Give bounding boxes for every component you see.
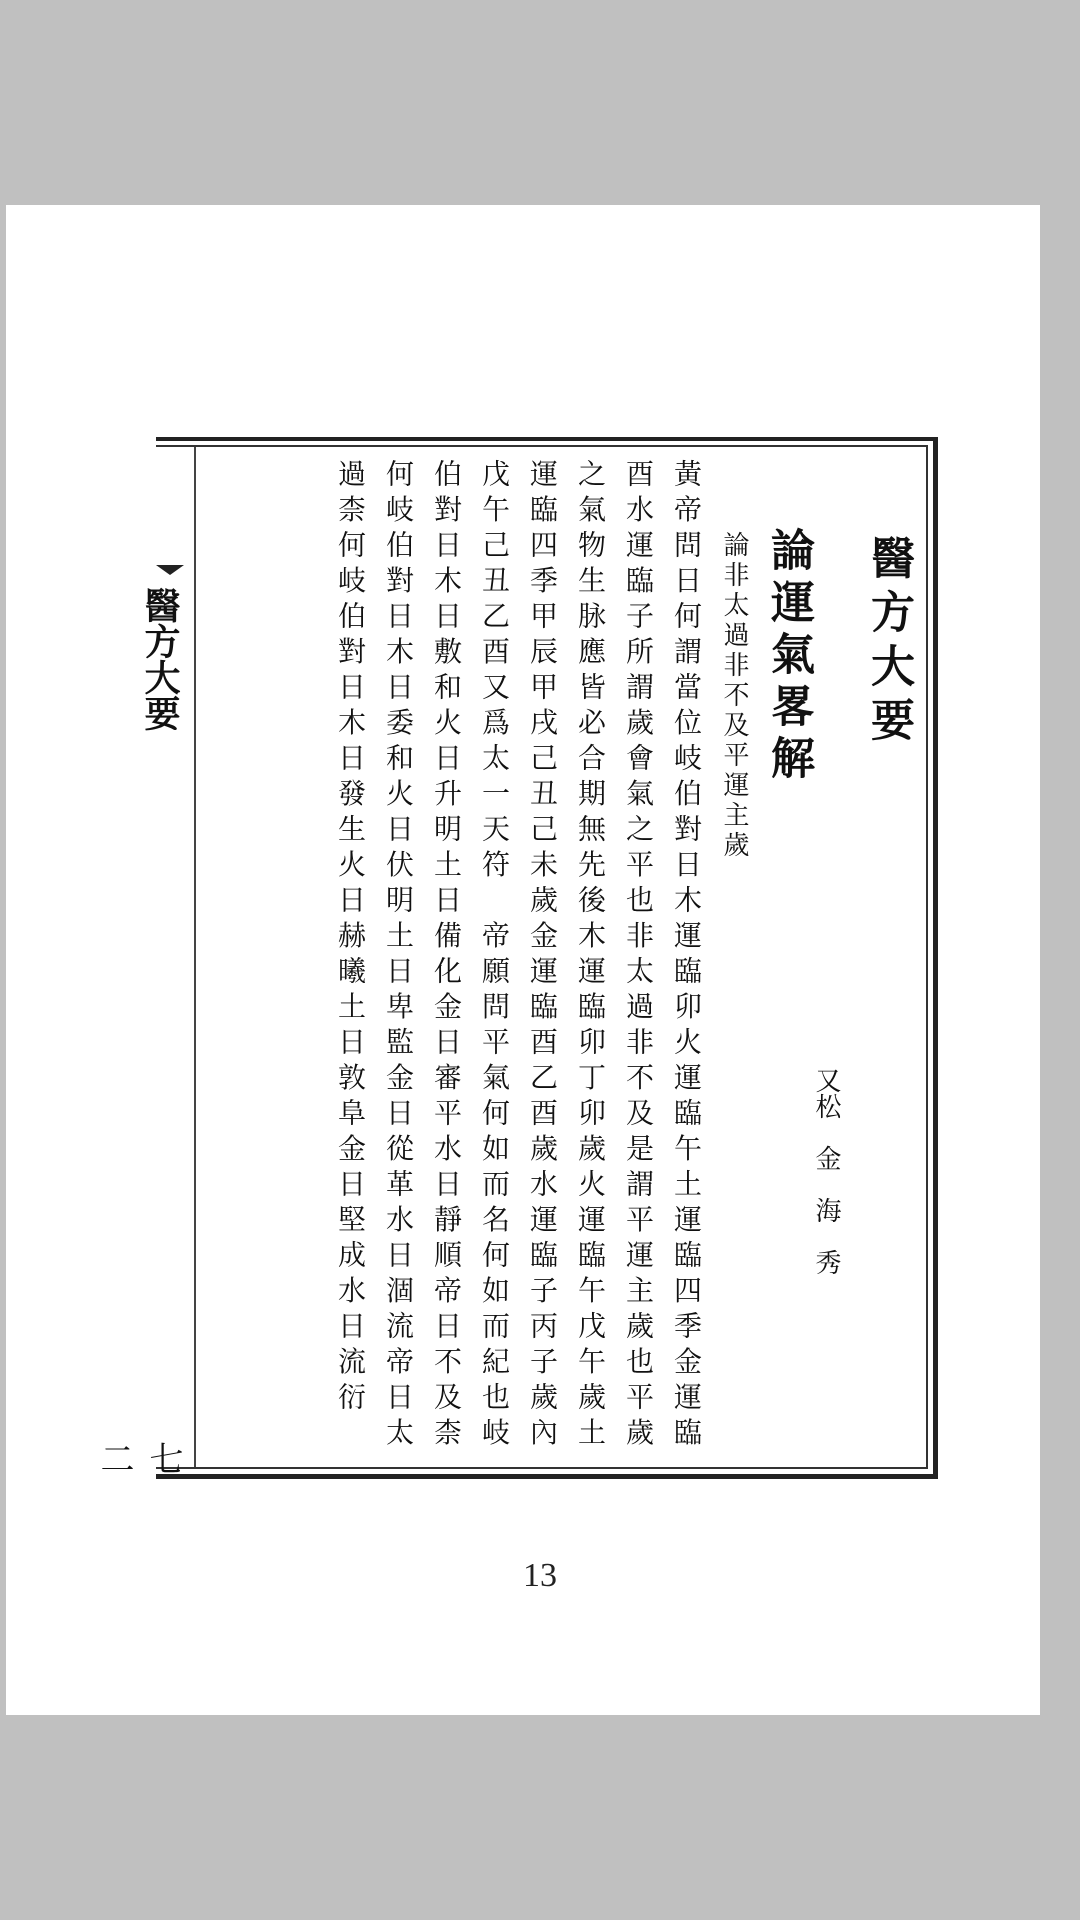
- top-inner-rule: [156, 445, 928, 447]
- bottom-inner-rule: [156, 1467, 928, 1469]
- author-line: 又松 金 海 秀: [811, 1067, 841, 1275]
- body-text-line: 之氣物生脉應皆必合期無先後木運臨卯丁卯歲火運臨午戊午歲土: [574, 459, 607, 1453]
- body-text-line: 過柰何岐伯對日木日發生火日赫曦土日敦阜金日堅成水日流衍: [334, 459, 367, 1418]
- fishtail-mark-icon: [156, 565, 184, 575]
- body-text-line: 運臨四季甲辰甲戌己丑己未歲金運臨酉乙酉歲水運臨子丙子歲內: [526, 459, 559, 1453]
- gutter-divider-rule: [194, 447, 196, 1467]
- section-subtitle: 論非太過非不及平運主歲: [719, 531, 749, 861]
- body-text-line: 伯對日木日敷和火日升明土日備化金日審平水日靜順帝日不及柰: [430, 459, 463, 1453]
- gutter-folio-number: 七二: [94, 1441, 183, 1475]
- right-border-rule: [933, 437, 938, 1479]
- chapter-title: 論運氣畧解: [763, 527, 814, 787]
- bottom-border-rule: [156, 1474, 938, 1479]
- book-page-frame: [94, 437, 936, 1479]
- body-text-line: 戊午己丑乙酉又爲太一天符 帝願問平氣何如而名何如而紀也岐: [478, 459, 511, 1453]
- book-title: 醫方大要: [863, 535, 914, 751]
- body-text-line: 酉水運臨子所謂歲會氣之平也非太過非不及是謂平運主歲也平歲: [622, 459, 655, 1453]
- page-number: 13: [523, 1557, 557, 1594]
- body-text-line: 黃帝問日何謂當位岐伯對日木運臨卯火運臨午土運臨四季金運臨: [670, 459, 703, 1453]
- right-inner-rule: [926, 445, 928, 1469]
- gutter-book-title: 醫方大要: [139, 587, 181, 731]
- top-border-rule: [156, 437, 938, 441]
- scanned-page: [6, 205, 1040, 1715]
- body-text-line: 何岐伯對日木日委和火日伏明土日卑監金日從革水日涸流帝日太: [382, 459, 415, 1453]
